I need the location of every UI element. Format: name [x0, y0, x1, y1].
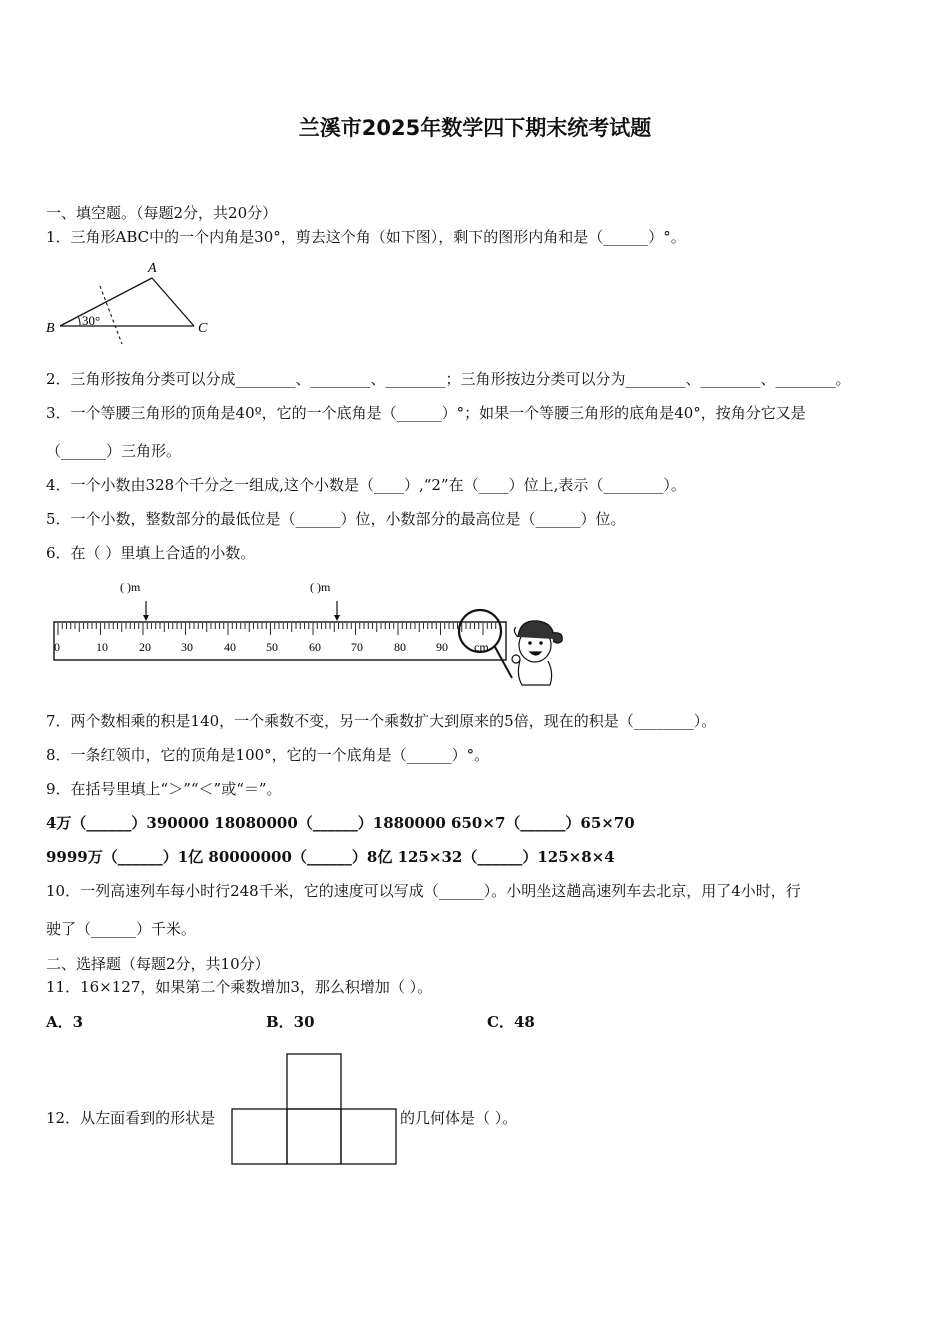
question-1: 1．三角形ABC中的一个内角是30°，剪去这个角（如下图），剩下的图形内角和是（______）°。 — [46, 228, 686, 246]
svg-text:50: 50 — [266, 640, 278, 654]
svg-text:10: 10 — [96, 640, 108, 654]
page-title: 兰溪市2025年数学四下期末统考试题 — [298, 116, 652, 140]
arrow-down-icon — [143, 615, 149, 621]
option-b[interactable]: B．30 — [266, 1013, 315, 1031]
ruler-unit-label: cm — [474, 640, 489, 654]
girl-cartoon-icon — [512, 621, 562, 685]
vertex-label-c: C — [198, 321, 208, 336]
question-7: 7．两个数相乘的积是140，一个乘数不变，另一个乘数扩大到原来的5倍，现在的积是（________）。 — [46, 712, 717, 730]
question-12-prefix: 12．从左面看到的形状是 — [46, 1109, 216, 1127]
svg-text:60: 60 — [309, 640, 321, 654]
svg-text:80: 80 — [394, 640, 406, 654]
svg-text:0: 0 — [54, 640, 60, 654]
question-3-line-1: 3．一个等腰三角形的顶角是40º，它的一个底角是（______）°；如果一个等腰三角形的底角是40°，按角分它又是 — [46, 404, 806, 422]
svg-text:20: 20 — [139, 640, 151, 654]
angle-label: 30° — [82, 313, 101, 328]
question-9: 9．在括号里填上“＞”“＜”或“＝”。 — [46, 780, 282, 798]
svg-text:70: 70 — [351, 640, 363, 654]
vertex-label-b: B — [46, 321, 55, 336]
svg-text:40: 40 — [224, 640, 236, 654]
question-6: 6．在（ ）里填上合适的小数。 — [46, 544, 256, 562]
svg-text:90: 90 — [436, 640, 448, 654]
question-8: 8．一条红领巾，它的顶角是100°，它的一个底角是（______）°。 — [46, 746, 490, 764]
ruler-blank-label-2: ( )m — [310, 580, 331, 594]
question-2: 2．三角形按角分类可以分成________、________、________；三角形按边分类可以分为________、________、________。 — [46, 370, 851, 388]
section-heading-fill-in: 一、填空题。（每题2分，共20分） — [46, 204, 278, 222]
question-4: 4．一个小数由328个千分之一组成,这个小数是（____）,“2”在（____）位上,表示（________）。 — [46, 476, 686, 494]
question-5: 5．一个小数，整数部分的最低位是（______）位，小数部分的最高位是（______）位。 — [46, 510, 626, 528]
vertex-label-a: A — [148, 261, 157, 276]
question-9-row-1: 4万（______）390000 18080000（______）1880000 650×7（______）65×70 — [46, 814, 635, 832]
svg-text:30: 30 — [181, 640, 193, 654]
question-12-suffix: 的几何体是（ ）。 — [400, 1109, 518, 1127]
ruler-blank-label-1: ( )m — [120, 580, 141, 594]
ruler-figure — [50, 575, 570, 690]
question-3-line-2: （______）三角形。 — [46, 442, 182, 460]
section-heading-multiple-choice: 二、选择题（每题2分，共10分） — [46, 955, 270, 973]
question-11: 11．16×127，如果第二个乘数增加3，那么积增加（ ）。 — [46, 978, 433, 996]
left-view-shape-figure — [230, 1052, 400, 1166]
option-a[interactable]: A．3 — [46, 1013, 84, 1031]
arrow-down-icon — [334, 615, 340, 621]
question-10-line-2: 驶了（______）千米。 — [46, 920, 197, 938]
question-9-row-2: 9999万（______）1亿 80000000（______）8亿 125×32（______）125×8×4 — [46, 848, 615, 866]
option-c[interactable]: C．48 — [487, 1013, 535, 1031]
question-10-line-1: 10．一列高速列车每小时行248千米，它的速度可以写成（______）。小明坐这趟高速列车去北京，用了4小时，行 — [46, 882, 801, 900]
triangle-abc-figure — [44, 258, 224, 348]
